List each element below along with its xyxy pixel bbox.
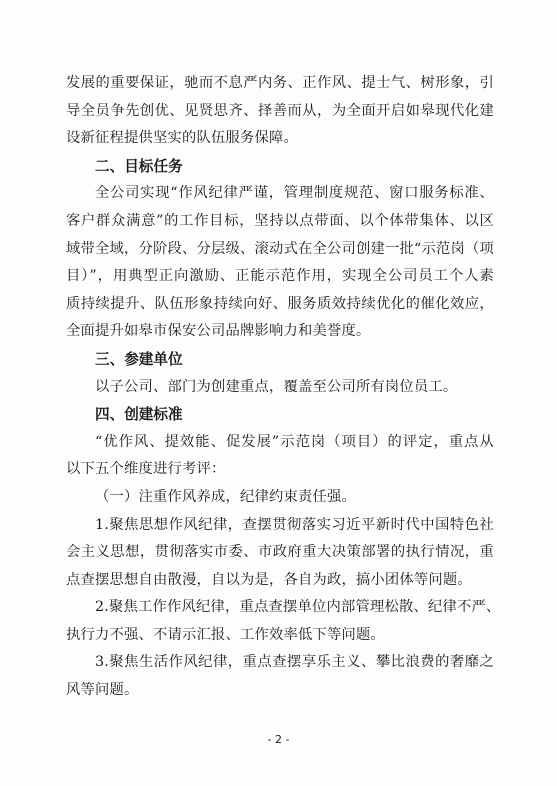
participants-paragraph (66, 374, 494, 402)
section-heading-standards: 四、创建标准 (95, 406, 183, 424)
text-line: 2.聚焦工作作风纪律，重点查摆单位内部管理松散、纪律不严、 (95, 599, 501, 616)
text-line: 质持续提升、队伍形象持续向好、服务质效持续优化的催化效应， (66, 295, 494, 312)
text-line: 以子公司、部门为创建重点，覆盖至公司所有岗位员工。 (95, 378, 458, 395)
item-life-style (66, 649, 494, 704)
text-line: 会主义思想，贯彻落实市委、市政府重大决策部署的执行情况，重 (66, 544, 494, 561)
section-heading-objectives: 二、目标任务 (95, 157, 183, 175)
text-line: 设新征程提供坚实的队伍服务保障。 (66, 130, 298, 147)
text-line: 以下五个维度进行考评： (66, 461, 226, 478)
section-heading-participants: 三、参建单位 (95, 350, 183, 368)
item-ideology (66, 512, 494, 595)
text-line: 目）”，用典型正向激励、正能示范作用，实现全公司员工个人素 (66, 268, 494, 285)
text-line: 执行力不强、不请示汇报、工作效率低下等问题。 (66, 626, 385, 643)
page-number: - 2 - (267, 733, 290, 746)
subsection-heading-conduct (66, 484, 494, 512)
item-work-style (66, 594, 501, 649)
document-body (66, 70, 501, 705)
text-line: 全公司实现“作风纪律严谨，管理制度规范、窗口服务标准、 (95, 185, 494, 202)
text-line: 点查摆思想自由散漫，自以为是，各自为政，搞小团体等问题。 (66, 571, 472, 588)
objectives-paragraph (66, 180, 494, 346)
text-line: “优作风、提效能、促发展”示范岗（项目）的评定，重点从 (95, 433, 494, 450)
text-line: 3.聚焦生活作风纪律，重点查摆享乐主义、攀比浪费的奢靡之 (95, 654, 494, 671)
text-line: 客户群众满意”的工作目标，坚持以点带面、以个体带集体、以区 (66, 212, 494, 229)
standards-paragraph (66, 429, 494, 484)
text-line: 风等问题。 (66, 682, 139, 699)
text-line: 全面提升如皋市保安公司品牌影响力和美誉度。 (66, 323, 371, 340)
intro-paragraph (66, 70, 494, 153)
text-line: 域带全域，分阶段、分层级、滚动式在全公司创建一批“示范岗（项 (66, 240, 494, 257)
text-line: 导全员争先创优、见贤思齐、择善而从，为全面开启如皋现代化建 (66, 102, 494, 119)
text-line: 1.聚焦思想作风纪律，查摆贯彻落实习近平新时代中国特色社 (95, 516, 494, 533)
text-line: （一）注重作风养成，纪律约束责任强。 (95, 488, 356, 505)
text-line: 发展的重要保证，驰而不息严内务、正作风、提士气、树形象，引 (66, 75, 494, 91)
